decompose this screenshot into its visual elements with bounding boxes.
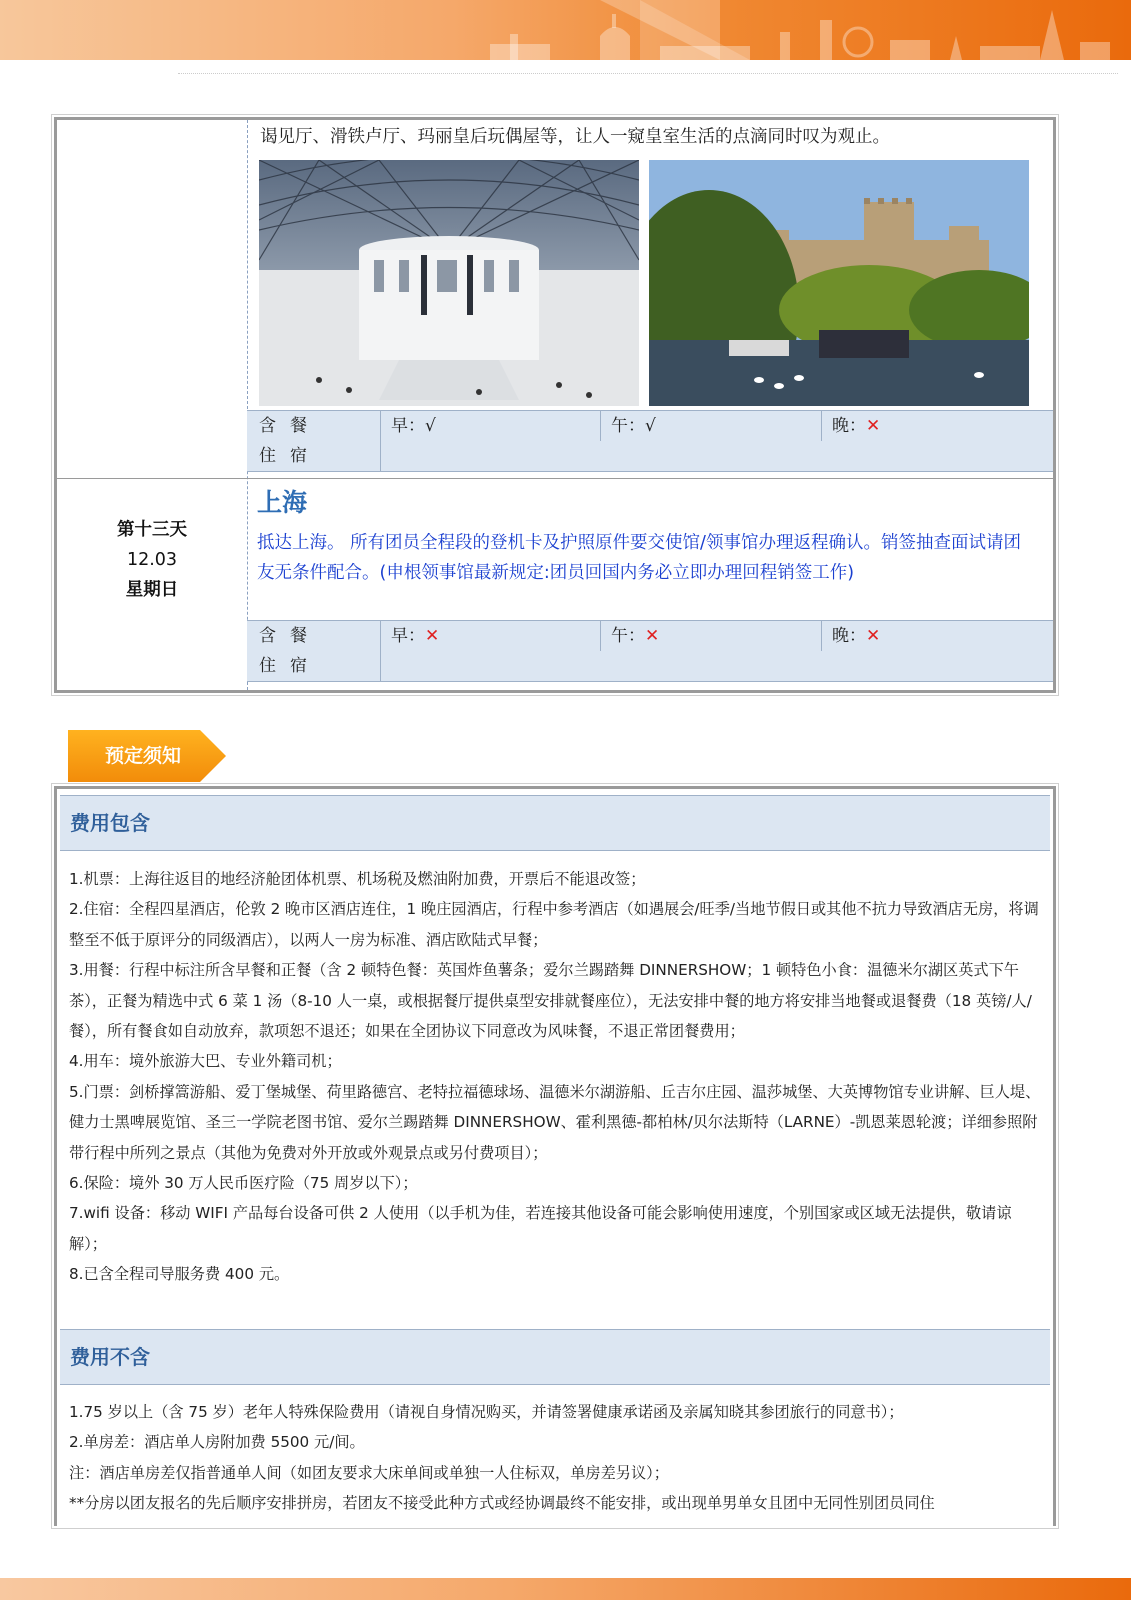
stay-row-prev-day — [247, 441, 1053, 472]
dinner-prefix: 晚： — [832, 626, 866, 646]
list-item: 1.75 岁以上（含 75 岁）老年人特殊保险费用（请视自身情况购买，并请签署健康承诺函及亲属知晓其参团旅行的同意书）； — [69, 1403, 904, 1421]
stay-row-day13 — [247, 651, 1053, 682]
excludes-header — [60, 1329, 1050, 1385]
meal-row-day13 — [247, 620, 1053, 652]
list-item: 2.单房差：酒店单人房附加费 5500 元/间。 — [69, 1433, 365, 1452]
continued-description: 谒见厅、滑铁卢厅、玛丽皇后玩偶屋等，让人一窥皇室生活的点滴同时叹为观止。 — [260, 127, 890, 147]
booking-notes-box — [54, 786, 1056, 1526]
dinner-prefix: 晚： — [832, 416, 866, 436]
cross-icon: ✕ — [866, 626, 881, 646]
day-city: 上海 — [257, 488, 308, 517]
list-item: 1.机票：上海往返目的地经济舱团体机票、机场税及燃油附加费，开票后不能退改签； — [69, 870, 646, 888]
includes-list — [69, 864, 1045, 1290]
booking-notice-title: 预定须知 — [104, 745, 181, 767]
list-item: **分房以团友报名的先后顺序安排拼房，若团友不接受此种方式或经协调最终不能安排，或出现单男单女且团中无同性别团员同住 — [69, 1494, 935, 1513]
list-item: 8.已含全程司导服务费 400 元。 — [69, 1265, 290, 1284]
list-item: 3.用餐：行程中标注所含早餐和正餐（含 2 顿特色餐：英国炸鱼薯条；爱尔兰踢踏舞 DINNERSHOW；1 顿特色小食：温德米尔湖区英式下午茶），正餐为精选中式 6 菜 1 汤（8-10 人一桌，或根据餐厅提供桌型安排就餐座位），无法安排中餐的地方将安排当地餐或退餐费（18 英镑/人/餐），所有餐食如自动放弃，款项恕不退还；如果在全团协议下同意改为风味餐，不退正常团餐费用； — [69, 961, 1032, 1041]
meal-label: 含餐 — [259, 626, 321, 646]
dinner-cell — [821, 621, 1042, 651]
excludes-title: 费用不含 — [70, 1345, 150, 1369]
list-item: 2.住宿：全程四星酒店，伦敦 2 晚市区酒店连住，1 晚庄园酒店，行程中参考酒店（如遇展会/旺季/当地节假日或其他不抗力导致酒店无房，将调整至不低于原评分的同级酒店），以两人一房为标准、酒店欧陆式早餐； — [69, 900, 1039, 949]
day-name: 第十三天 — [117, 520, 187, 540]
includes-title: 费用包含 — [70, 811, 150, 835]
breakfast-cell: 早：√ — [380, 411, 601, 441]
lunch-cell — [600, 621, 821, 651]
list-item: 注：酒店单房差仅指普通单人间（如团友要求大床单间或单独一人住标双，单房差另议）； — [69, 1463, 669, 1482]
column-divider — [247, 120, 248, 690]
meal-row-prev-day — [247, 410, 1053, 442]
list-item: 5.门票：剑桥撑篙游船、爱丁堡城堡、荷里路德宫、老特拉福德球场、温德米尔湖游船、丘吉尔庄园、温莎城堡、大英博物馆专业讲解、巨人堤、健力士黑啤展览馆、圣三一学院老图书馆、爱尔兰踢踏舞 DINNERSHOW、霍利黑德-都柏林/贝尔法斯特（LARNE）-凯恩莱恩轮渡；详细参照附带行程中所列之景点（其他为免费对外开放或外观景点或另付费项目）； — [69, 1082, 1041, 1162]
itinerary-table — [54, 117, 1056, 693]
lunch-prefix: 午： — [611, 626, 645, 646]
day-date: 12.03 — [126, 550, 178, 570]
lunch-cell: 午：√ — [600, 411, 821, 441]
stay-value — [380, 441, 1053, 471]
top-banner — [0, 0, 1131, 60]
stay-label: 住宿 — [259, 656, 321, 676]
header-divider — [178, 73, 1118, 74]
breakfast-prefix: 早： — [391, 626, 425, 646]
day-row-divider — [57, 478, 1053, 479]
includes-header — [60, 795, 1050, 851]
stay-label: 住宿 — [259, 446, 321, 466]
city-skyline-icon — [480, 6, 1120, 60]
cross-icon: ✕ — [645, 626, 660, 646]
breakfast-cell — [380, 621, 601, 651]
windsor-castle-photo — [649, 160, 1029, 406]
day-description: 抵达上海。 所有团员全程段的登机卡及护照原件要交使馆/领事馆办理返程确认。销签抽查面试请团友无条件配合。(申根领事馆最新规定:团员回国内务必立即办理回程销签工作) — [257, 533, 1021, 583]
day-weekday: 星期日 — [125, 580, 179, 600]
day-13-label — [57, 515, 247, 605]
list-item: 6.保险：境外 30 万人民币医疗险（75 周岁以下）； — [69, 1174, 418, 1193]
bottom-banner — [0, 1578, 1131, 1600]
list-item: 4.用车：境外旅游大巴、专业外籍司机； — [69, 1052, 342, 1071]
cross-icon: ✕ — [866, 416, 881, 436]
stay-value — [380, 651, 1053, 681]
cross-icon: ✕ — [425, 626, 440, 646]
british-museum-photo — [259, 160, 639, 406]
meal-label: 含餐 — [259, 416, 321, 436]
dinner-cell — [821, 411, 1042, 441]
excludes-list — [69, 1397, 1045, 1519]
list-item: 7.wifi 设备：移动 WIFI 产品每台设备可供 2 人使用（以手机为佳，若连接其他设备可能会影响使用速度，个别国家或区域无法提供，敬请谅解）； — [69, 1204, 1012, 1253]
